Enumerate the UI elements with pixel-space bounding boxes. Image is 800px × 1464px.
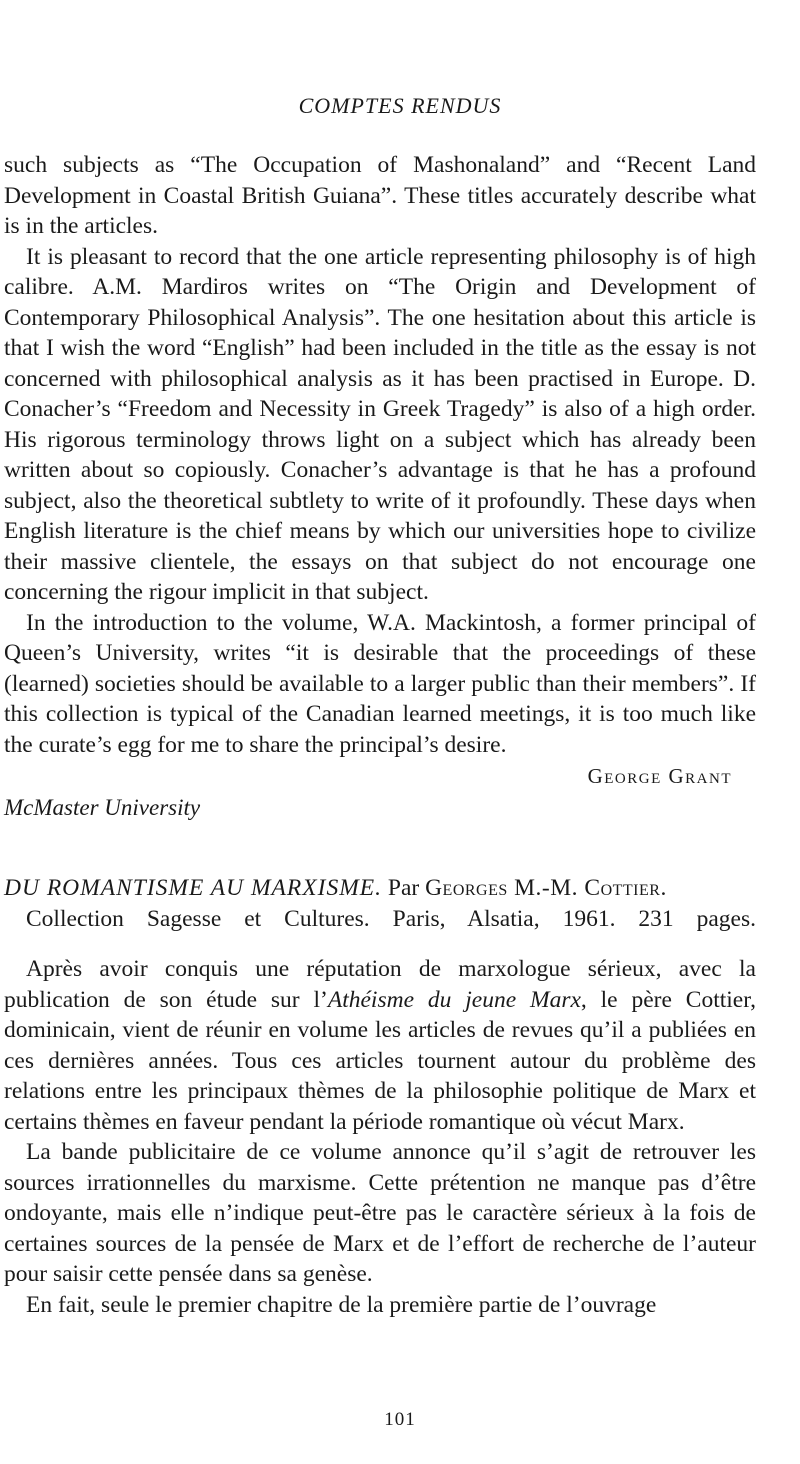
review-paragraph-1-start: Après avoir conquis une réputation de marxologue sérieux, avec la publication de son étude sur l’ (4, 956, 756, 1013)
paragraph-continued: such subjects as “The Occupation of Mashonaland” and “Recent Land Development in Coastal British Guiana”. These titles accurately describe what is in the articles. (4, 152, 756, 239)
book-by: Par (387, 875, 420, 901)
review-paragraph-3: En fait, seule le premier chapitre de la première partie de l’ouvrage (26, 1291, 657, 1318)
reviewer-affiliation: McMaster University (4, 795, 201, 820)
review-paragraph-1-end: , le père Cottier, dominicain, vient de réunir en volume les articles de revues qu’il a publiées en ces dernières années. Tous ces articles tournent autour du problème des relations entre les principaux thèmes de la philosophie politique de Marx et certains thèmes en faveur pendant la période romantique où vécut Marx. (4, 986, 756, 1135)
running-head: COMPTES RENDUS (298, 93, 502, 118)
book-author: Georges M.-M. Cottier. (425, 875, 667, 901)
body-text (4, 150, 756, 1320)
book-title: DU ROMANTISME AU MARXISME. (4, 875, 382, 901)
paragraph-introduction: In the introduction to the volume, W.A. Mackintosh, a former principal of Queen’s University, writes “it is desirable that the proceedings of these (learned) societies should be available to a larger public than their members”. If this collection is typical of the Canadian learned meetings, it is too much like the curate’s egg for me to share the principal’s desire. (4, 609, 756, 758)
review-body (4, 954, 756, 1320)
reviewer-signature: George Grant (587, 764, 732, 788)
book-publication: Collection Sagesse et Cultures. Paris, Alsatia, 1961. 231 pages. (26, 905, 756, 932)
review-heading (4, 873, 756, 934)
cited-work-title: Athéisme du jeune Marx (327, 986, 581, 1013)
review-paragraph-1 (4, 954, 756, 1137)
paragraph-philosophy: It is pleasant to record that the one article representing philosophy is of high calibre. A.M. Mardiros writes on “The Origin and Development of Contemporary Philosophical Analysis”. The one hesitation about this article is that I wish the word “English” had been included in the title as the essay is not concerned with philosophical analysis as it has been practised in Europe. D. Conacher’s “Freedom and Necessity in Greek Tragedy” is also of a high order. His rigorous terminology throws light on a subject which has already been written about so copiously. Conacher’s advantage is that he has a profound subject, also the theoretical subtlety to write of it profoundly. These days when English literature is the chief means by which our universities hope to civilize their massive clientele, the essays on that subject do not encourage one concerning the rigour implicit in that subject. (4, 243, 756, 605)
page-number: 101 (384, 1409, 416, 1430)
review-paragraph-2: La bande publicitaire de ce volume annonce qu’il s’agit de retrouver les sources irrationnelles du marxisme. Cette prétention ne manque pas d’être ondoyante, mais elle n’indique peut-être pas le caractère sérieux à la fois de certaines sources de la pensée de Marx et de l’effort de recherche de l’auteur pour saisir cette pensée dans sa genèse. (4, 1139, 756, 1287)
